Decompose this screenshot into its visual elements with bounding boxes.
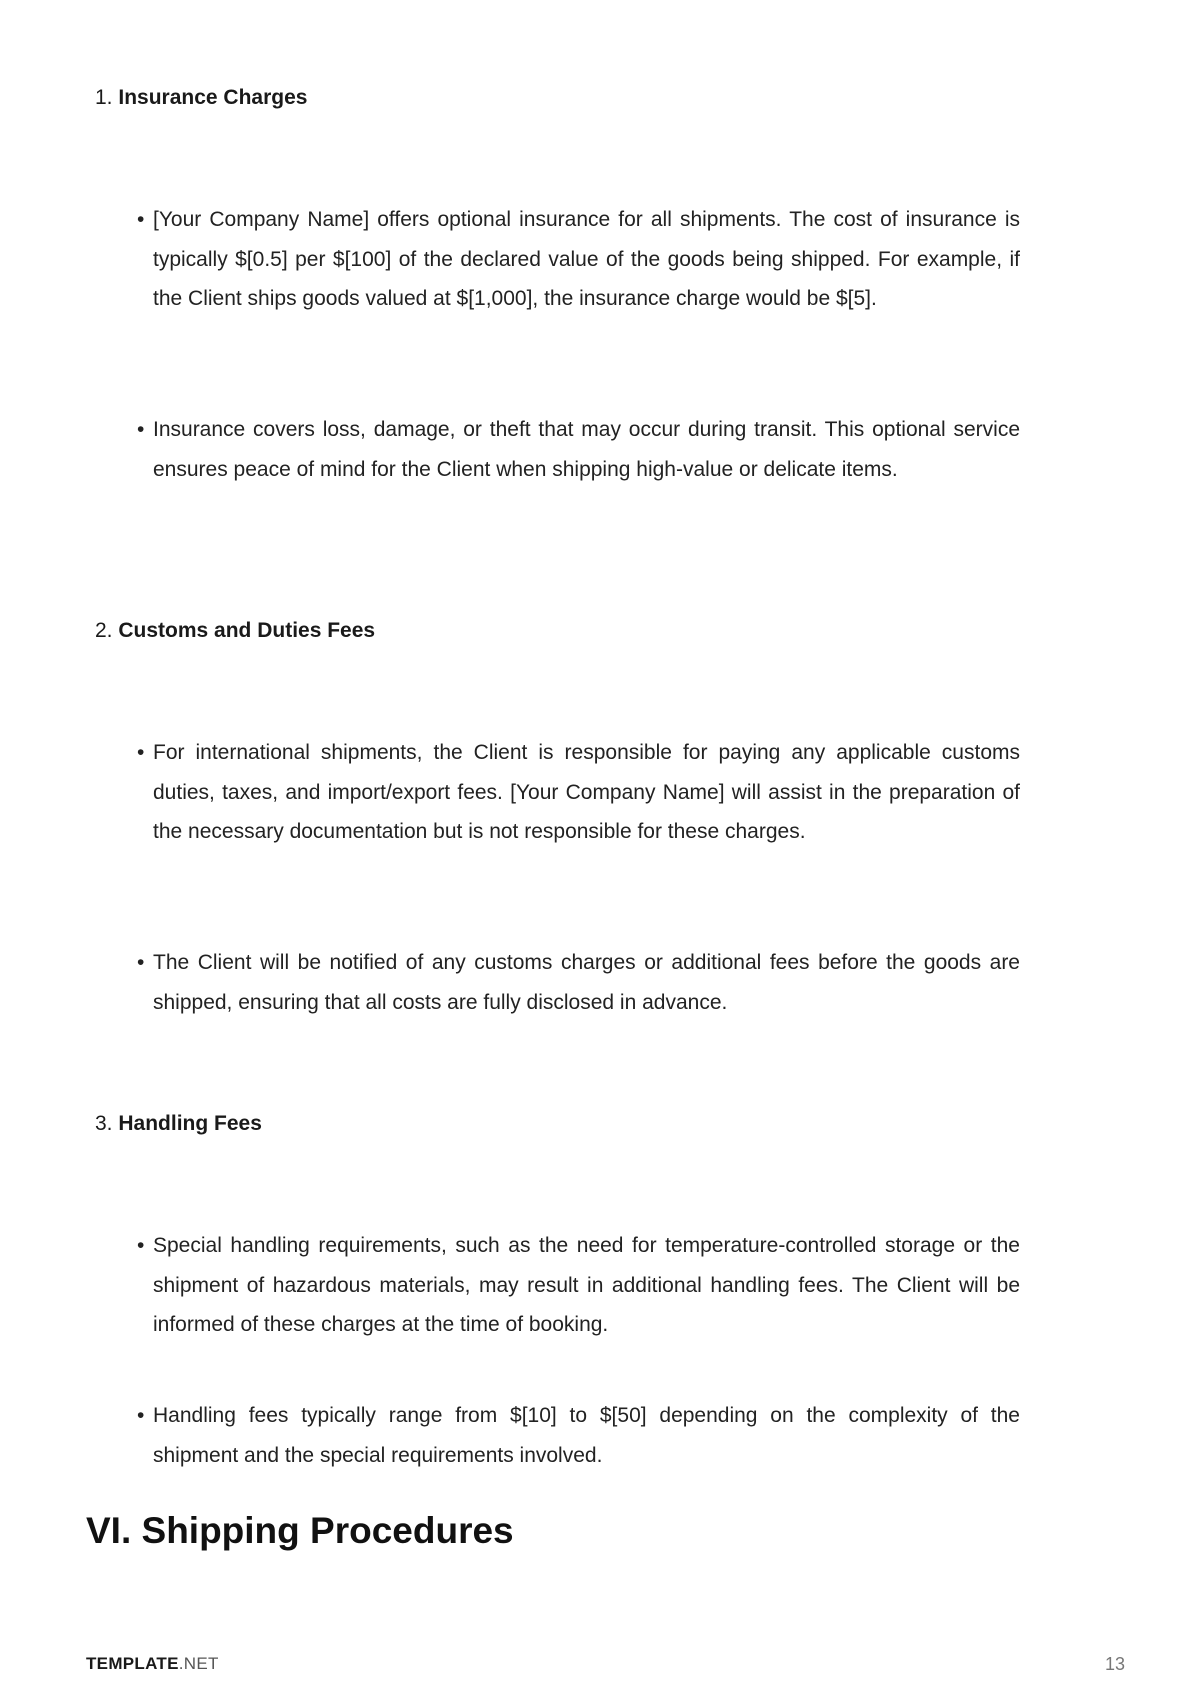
item-heading-customs-duties-fees [95, 617, 375, 645]
bullet-text: The Client will be notified of any customs charges or additional fees before the goods are shipped, ensuring that all costs are fully disclosed in advance. [153, 951, 1020, 1014]
bullet-item [137, 1396, 1020, 1475]
item-number: 1. [95, 86, 113, 109]
footer-brand-logo [86, 1653, 219, 1675]
item-heading-handling-fees [95, 1110, 262, 1138]
bullet-text: Insurance covers loss, damage, or theft that may occur during transit. This optional service ensures peace of mind for the Client when shipping high-value or delicate items. [153, 418, 1020, 481]
bullet-dot-icon: • [137, 1404, 145, 1427]
bullet-item [137, 943, 1020, 1022]
bullet-item [137, 733, 1020, 852]
item-title: Handling Fees [118, 1112, 262, 1135]
brand-name-bold: TEMPLATE [86, 1654, 179, 1673]
bullet-dot-icon: • [137, 1234, 145, 1257]
brand-name-suffix: .NET [178, 1654, 219, 1673]
bullet-item [137, 410, 1020, 489]
item-heading-insurance-charges [95, 84, 307, 112]
bullet-text: For international shipments, the Client is responsible for paying any applicable customs duties, taxes, and import/export fees. [Your Company Name] will assist in the preparation of the necessary documentation but is not responsible for these charges. [153, 741, 1020, 843]
bullet-item [137, 1226, 1020, 1345]
item-title: Insurance Charges [118, 86, 308, 109]
bullet-dot-icon: • [137, 418, 145, 441]
item-title: Customs and Duties Fees [118, 619, 376, 642]
section-heading: VI. Shipping Procedures [86, 1510, 514, 1551]
item-number: 2. [95, 619, 113, 642]
bullet-dot-icon: • [137, 741, 145, 764]
item-number: 3. [95, 1112, 113, 1135]
bullet-item [137, 200, 1020, 319]
bullet-dot-icon: • [137, 208, 145, 231]
bullet-text: Handling fees typically range from $[10] to $[50] depending on the complexity of the shipment and the special requirements involved. [153, 1404, 1020, 1467]
bullet-dot-icon: • [137, 951, 145, 974]
page-number: 13 [1104, 1654, 1125, 1674]
bullet-text: [Your Company Name] offers optional insurance for all shipments. The cost of insurance is typically $[0.5] per $[100] of the declared value of the goods being shipped. For example, if the Client ships goods valued at $[1,000], the insurance charge would be $[5]. [153, 208, 1020, 310]
bullet-text: Special handling requirements, such as the need for temperature-controlled storage or the shipment of hazardous materials, may result in additional handling fees. The Client will be informed of these charges at the time of booking. [153, 1234, 1020, 1336]
